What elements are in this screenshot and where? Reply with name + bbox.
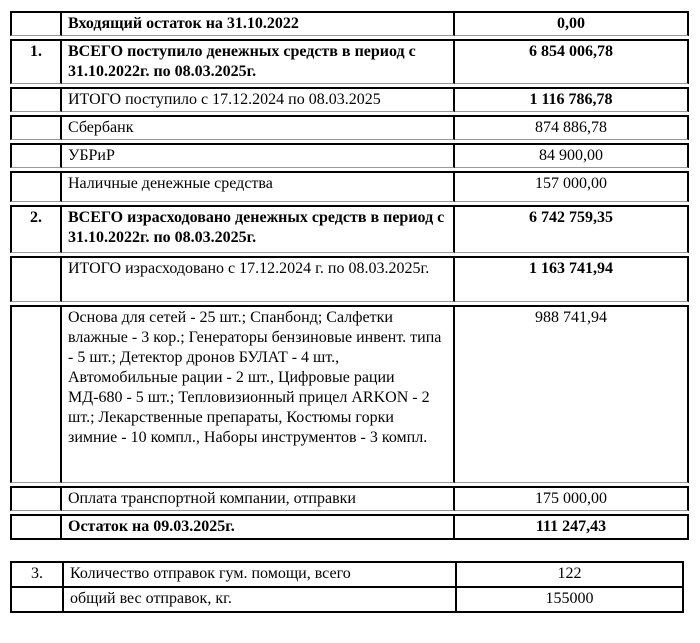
label-cell: ИТОГО поступило с 17.12.2024 по 08.03.2025 <box>62 87 455 112</box>
row-number-cell <box>10 514 62 540</box>
table-row-spent-period <box>10 256 689 302</box>
table-row-total-received <box>10 39 689 84</box>
row-number-cell: 2. <box>10 205 62 253</box>
value-cell: 84 900,00 <box>455 143 689 168</box>
label-cell: Входящий остаток на 31.10.2022 <box>62 11 455 36</box>
label-cell: УБРиР <box>62 143 455 168</box>
value-cell: 6 742 759,35 <box>455 205 689 253</box>
value-cell: 988 741,94 <box>455 305 689 483</box>
value-cell: 6 854 006,78 <box>455 39 689 84</box>
value-cell: 122 <box>456 562 683 587</box>
table-row-cash <box>10 171 689 202</box>
label-cell: ВСЕГО израсходовано денежных средств в период с 31.10.2022г. по 08.03.2025г. <box>62 205 455 253</box>
table-row-received-period <box>10 87 689 112</box>
label-cell: ВСЕГО поступило денежных средств в период с 31.10.2022г. по 08.03.2025г. <box>62 39 455 84</box>
label-cell: Оплата транспортной компании, отправки <box>62 486 455 511</box>
table-row-ubrir <box>10 143 689 168</box>
row-number-cell <box>10 87 62 112</box>
label-cell: общий вес отправок, кг. <box>63 587 456 612</box>
shipments-table <box>10 561 684 613</box>
value-cell: 1 163 741,94 <box>455 256 689 302</box>
row-number-cell <box>10 143 62 168</box>
value-cell: 111 247,43 <box>455 514 689 540</box>
row-number-cell: 1. <box>10 39 62 84</box>
label-cell: Сбербанк <box>62 115 455 140</box>
table-row-shipments-weight <box>11 587 683 612</box>
row-number-cell <box>10 305 62 483</box>
label-cell: Наличные денежные средства <box>62 171 455 202</box>
row-number-cell <box>10 115 62 140</box>
table-row-shipments-count <box>11 562 683 587</box>
row-number-cell <box>10 256 62 302</box>
cash-flow-table <box>10 8 689 543</box>
label-cell: Остаток на 09.03.2025г. <box>62 514 455 540</box>
table-row-supplies-list <box>10 305 689 483</box>
value-cell: 1 116 786,78 <box>455 87 689 112</box>
row-number-cell <box>10 171 62 202</box>
row-number-cell: 3. <box>11 562 63 587</box>
label-cell: ИТОГО израсходовано с 17.12.2024 г. по 08.03.2025г. <box>62 256 455 302</box>
value-cell: 157 000,00 <box>455 171 689 202</box>
row-number-cell <box>11 587 63 612</box>
value-cell: 0,00 <box>455 11 689 36</box>
table-row-total-spent <box>10 205 689 253</box>
table-row-closing-balance <box>10 514 689 540</box>
row-number-cell <box>10 11 62 36</box>
label-cell: Количество отправок гум. помощи, всего <box>63 562 456 587</box>
table-row-sberbank <box>10 115 689 140</box>
label-cell: Основа для сетей - 25 шт.; Спанбонд; Салфетки влажные - 3 кор.; Генераторы бензиновые инвент. типа - 5 шт.; Детектор дронов БУЛАТ - 4 шт., Автомобильные рации - 2 шт., Цифровые рации МД-680 - 5 шт.; Тепловизионный прицел ARKON - 2 шт.; Лекарственные препараты, Костюмы горки зимние - 10 компл., Наборы инструментов - 3 компл. <box>62 305 455 483</box>
table-row-opening-balance <box>10 11 689 36</box>
value-cell: 874 886,78 <box>455 115 689 140</box>
value-cell: 175 000,00 <box>455 486 689 511</box>
table-row-transport-payment <box>10 486 689 511</box>
value-cell: 155000 <box>456 587 683 612</box>
row-number-cell <box>10 486 62 511</box>
